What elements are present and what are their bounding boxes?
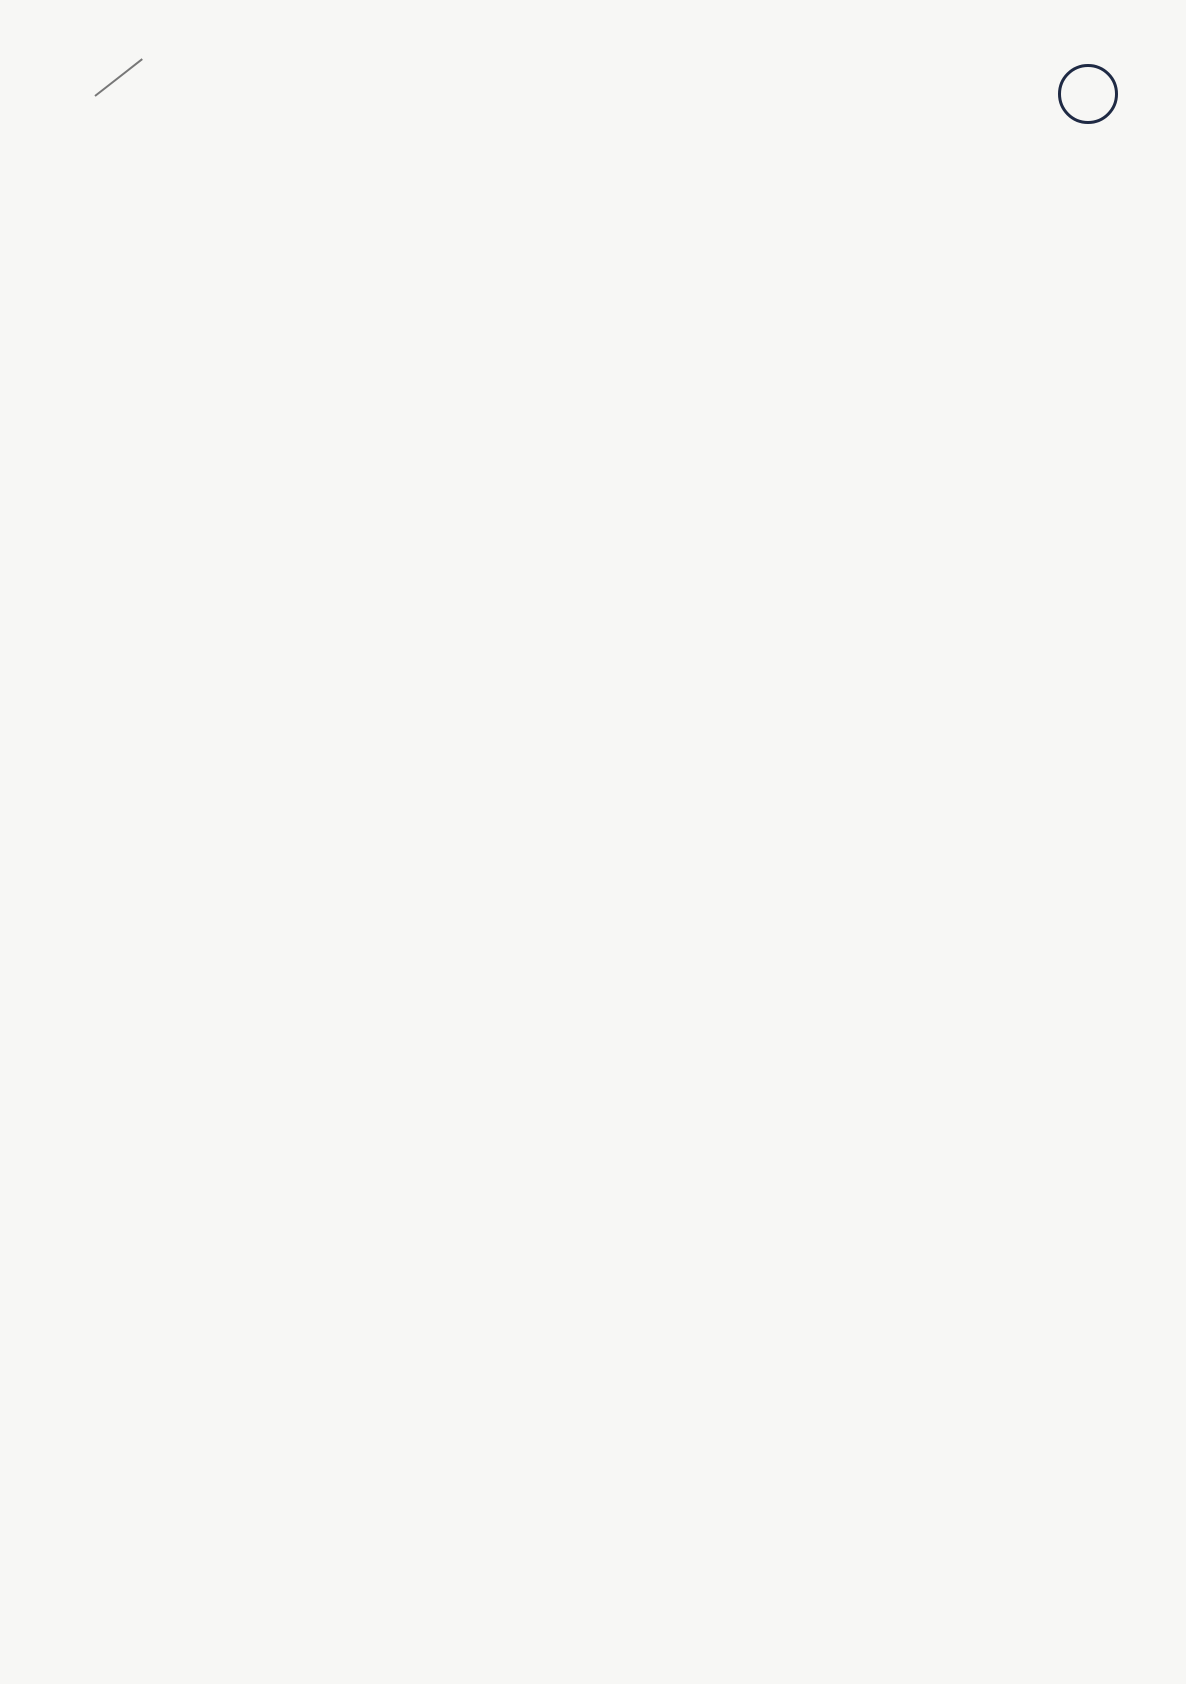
- page-number-circled: [1058, 64, 1118, 124]
- pen-stroke-mark: [94, 58, 143, 97]
